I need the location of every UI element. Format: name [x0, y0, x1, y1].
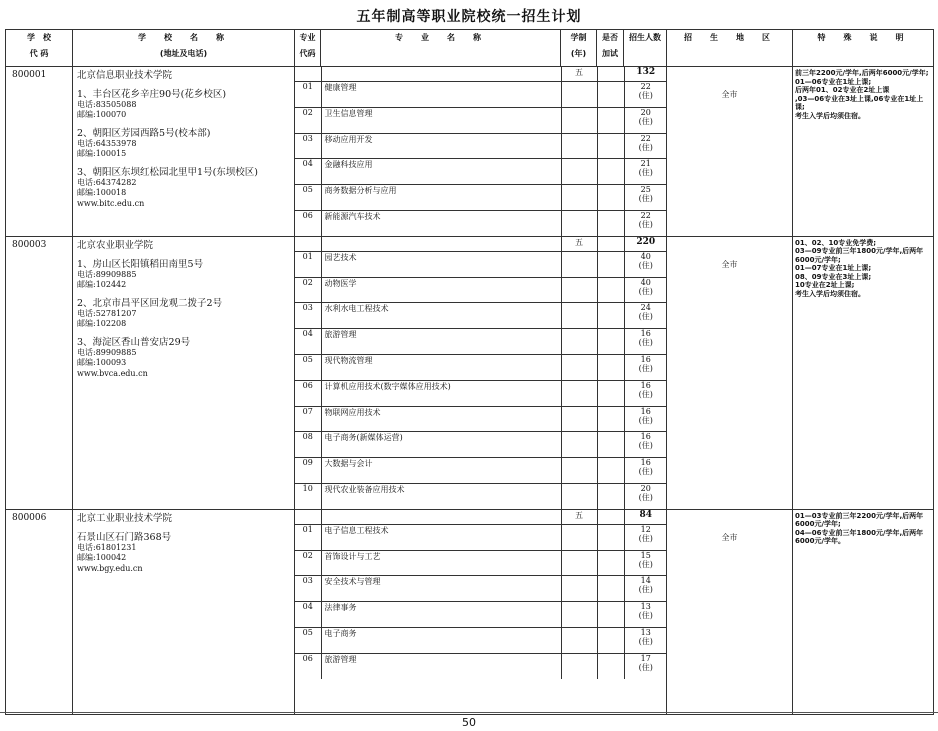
school-years: 五 [561, 67, 597, 82]
address-phone: 电话:64374282 [77, 178, 137, 187]
school-address [77, 168, 294, 198]
major-count: 40 (住) [624, 251, 667, 277]
major-name: 计算机应用技术(数字媒体应用技术) [321, 380, 561, 406]
school-row [6, 236, 934, 509]
header-major-name: 专 业 名 称 [321, 30, 561, 67]
school-row [6, 509, 934, 714]
address-line: 2、北京市昌平区回龙观二拨子2号 [77, 297, 223, 309]
major-name: 物联网应用技术 [321, 406, 561, 432]
major-code: 04 [295, 329, 321, 355]
school-notes [793, 236, 934, 509]
major-extra [597, 483, 624, 508]
major-row [295, 329, 667, 355]
summary-code [295, 67, 321, 82]
major-code: 02 [295, 550, 321, 576]
major-extra [597, 576, 624, 602]
major-name: 水利水电工程技术 [321, 303, 561, 329]
major-years [561, 483, 597, 508]
page-title: 五年制高等职业院校统一招生计划 [356, 9, 582, 25]
major-name: 安全技术与管理 [321, 576, 561, 602]
school-address [77, 533, 294, 563]
school-website[interactable]: www.bgy.edu.cn [77, 563, 143, 573]
major-years [561, 653, 597, 678]
majors-block [295, 509, 667, 714]
summary-code [295, 237, 321, 252]
major-extra [597, 133, 624, 159]
major-count: 21 (住) [624, 159, 667, 185]
major-row [295, 524, 667, 550]
major-extra [597, 185, 624, 211]
major-name: 电子商务(新媒体运营) [321, 432, 561, 458]
major-years [561, 576, 597, 602]
major-name: 法律事务 [321, 602, 561, 628]
major-years [561, 432, 597, 458]
major-years [561, 107, 597, 133]
major-count: 22 (住) [624, 133, 667, 159]
major-code: 01 [295, 524, 321, 550]
major-row [295, 406, 667, 432]
summary-name [321, 237, 561, 252]
school-extra [597, 510, 624, 525]
majors-block [295, 67, 667, 237]
school-years: 五 [561, 510, 597, 525]
note-line: 04—06专业前三年1800元/学年,后两年6000元/学年。 [795, 528, 924, 546]
major-code: 05 [295, 185, 321, 211]
address-zip: 邮编:100070 [77, 110, 127, 119]
school-notes [793, 67, 934, 237]
address-line: 石景山区石门路368号 [77, 531, 172, 543]
major-count: 12 (住) [624, 524, 667, 550]
major-row [295, 432, 667, 458]
school-code: 800001 [6, 67, 73, 237]
major-years [561, 524, 597, 550]
major-years [561, 602, 597, 628]
major-extra [597, 524, 624, 550]
school-extra [597, 67, 624, 82]
address-line: 3、海淀区香山普安店29号 [77, 336, 191, 348]
school-address [77, 90, 294, 120]
school-summary-row [295, 237, 667, 252]
major-name: 电子商务 [321, 627, 561, 653]
major-name: 金融科技应用 [321, 159, 561, 185]
major-row [295, 483, 667, 508]
major-years [561, 251, 597, 277]
major-years [561, 82, 597, 108]
school-summary-row [295, 510, 667, 525]
address-line: 1、房山区长阳镇稻田南里5号 [77, 258, 204, 270]
major-extra [597, 432, 624, 458]
note-line: 10专业在2址上课; [795, 281, 855, 290]
major-row [295, 82, 667, 108]
major-code: 03 [295, 303, 321, 329]
note-line: ,03—06专业在3址上课,06专业在1址上课; [795, 94, 924, 111]
note-line: 01、02、10专业免学费; [795, 238, 877, 247]
major-code: 05 [295, 627, 321, 653]
major-extra [597, 627, 624, 653]
address-phone: 电话:89909885 [77, 347, 137, 357]
school-region: 全市 [667, 236, 793, 509]
major-extra [597, 329, 624, 355]
address-zip: 邮编:100015 [77, 149, 127, 158]
school-address [77, 129, 294, 159]
major-extra [597, 354, 624, 380]
major-count: 16 (住) [624, 354, 667, 380]
school-notes [793, 509, 934, 714]
major-count: 20 (住) [638, 483, 653, 502]
note-line: 考生入学后均须住宿。 [795, 111, 865, 120]
major-name: 大数据与会计 [321, 458, 561, 484]
major-count: 22 (住) [624, 82, 667, 108]
header-notes: 特 殊 说 明 [793, 30, 934, 67]
major-code: 07 [295, 406, 321, 432]
major-code: 08 [295, 432, 321, 458]
major-count: 25 (住) [624, 185, 667, 211]
major-row [295, 576, 667, 602]
school-name: 北京工业职业技术学院 [77, 512, 173, 524]
school-info [73, 236, 295, 509]
address-zip: 邮编:100018 [77, 188, 127, 197]
major-name: 首饰设计与工艺 [321, 550, 561, 576]
school-total: 220 [624, 237, 667, 252]
school-total: 132 [624, 67, 667, 82]
major-count: 20 (住) [624, 107, 667, 133]
major-count: 14 (住) [624, 576, 667, 602]
note-line: 01—06专业在1址上课; [795, 77, 872, 86]
major-row [295, 185, 667, 211]
major-extra [597, 277, 624, 303]
note-line: 08、09专业在3址上课; [795, 272, 872, 281]
major-count: 17 (住) [638, 653, 653, 672]
note-line: 前三年2200元/学年,后两年6000元/学年; [795, 69, 929, 77]
summary-name [321, 67, 561, 82]
major-code: 03 [295, 576, 321, 602]
address-zip: 邮编:100042 [77, 552, 127, 562]
major-count: 16 (住) [624, 432, 667, 458]
major-count: 13 (住) [624, 627, 667, 653]
school-extra [597, 237, 624, 252]
major-row [295, 251, 667, 277]
school-code: 800003 [6, 236, 73, 509]
major-extra [597, 602, 624, 628]
major-code: 02 [295, 277, 321, 303]
school-years: 五 [561, 237, 597, 252]
major-count: 16 (住) [624, 380, 667, 406]
major-years [561, 406, 597, 432]
major-row [295, 107, 667, 133]
address-line: 3、朝阳区东坝红松园北里甲1号(东坝校区) [77, 167, 259, 178]
header-years: 学制 (年) [561, 30, 597, 67]
major-years [561, 627, 597, 653]
header-major-code: 专业 代码 [295, 30, 321, 67]
major-extra [597, 303, 624, 329]
major-extra [597, 550, 624, 576]
major-extra [597, 107, 624, 133]
school-region: 全市 [667, 67, 793, 237]
major-code: 06 [295, 210, 321, 235]
major-extra [597, 159, 624, 185]
address-zip: 邮编:102442 [77, 279, 127, 289]
address-phone: 电话:83505088 [77, 100, 137, 109]
major-count: 16 (住) [624, 458, 667, 484]
major-code: 06 [295, 653, 321, 678]
school-website[interactable]: www.bitc.edu.cn [77, 199, 145, 208]
major-extra [597, 458, 624, 484]
major-count: 16 (住) [624, 406, 667, 432]
major-extra [597, 406, 624, 432]
major-name: 健康管理 [321, 82, 561, 108]
major-row [295, 602, 667, 628]
major-row [295, 550, 667, 576]
school-address [77, 299, 294, 329]
major-row [295, 653, 667, 678]
address-line: 2、朝阳区芳园西路5号(校本部) [77, 128, 211, 139]
major-code: 09 [295, 458, 321, 484]
school-website[interactable]: www.bvca.edu.cn [77, 368, 148, 378]
header-school-code: 学 校 代 码 [6, 30, 73, 67]
major-years [561, 277, 597, 303]
majors-block [295, 236, 667, 509]
major-name: 商务数据分析与应用 [321, 185, 561, 211]
major-extra [597, 210, 624, 235]
school-region: 全市 [667, 509, 793, 714]
school-info [73, 509, 295, 714]
major-count: 40 (住) [624, 277, 667, 303]
major-extra [597, 251, 624, 277]
major-years [561, 210, 597, 235]
header-extra-test: 是否 加试 [597, 30, 624, 67]
major-code: 10 [295, 483, 321, 508]
major-code: 01 [295, 82, 321, 108]
major-years [561, 185, 597, 211]
major-row [295, 133, 667, 159]
major-extra [597, 82, 624, 108]
note-line: 01—07专业在1址上课; [795, 264, 872, 273]
school-info [73, 67, 295, 237]
major-code: 03 [295, 133, 321, 159]
major-name: 旅游管理 [321, 653, 561, 678]
address-phone: 电话:64353978 [77, 139, 137, 148]
address-zip: 邮编:100093 [77, 357, 127, 367]
major-years [561, 303, 597, 329]
summary-name [321, 510, 561, 525]
major-code: 04 [295, 159, 321, 185]
page-number: 50 [462, 716, 476, 729]
major-code: 04 [295, 602, 321, 628]
school-name: 北京农业职业学院 [77, 239, 154, 251]
footer-divider [0, 712, 938, 713]
header-school-name: 学 校 名 称 (地址及电话) [73, 30, 295, 67]
school-total: 84 [624, 510, 667, 525]
major-code: 02 [295, 107, 321, 133]
address-zip: 邮编:102208 [77, 318, 127, 328]
address-phone: 电话:89909885 [77, 269, 137, 279]
major-name: 电子信息工程技术 [321, 524, 561, 550]
major-row [295, 354, 667, 380]
major-count: 15 (住) [624, 550, 667, 576]
major-extra [597, 653, 624, 678]
major-years [561, 354, 597, 380]
major-years [561, 458, 597, 484]
school-address [77, 338, 294, 368]
major-count: 24 (住) [624, 303, 667, 329]
note-line: 后两年01、02专业在2址上课 [795, 86, 890, 94]
major-row [295, 159, 667, 185]
major-years [561, 133, 597, 159]
major-name: 移动应用开发 [321, 133, 561, 159]
address-line: 1、丰台区花乡辛庄90号(花乡校区) [77, 89, 227, 100]
address-phone: 电话:61801231 [77, 542, 137, 552]
note-line: 考生入学后均须住宿。 [795, 289, 865, 298]
major-count: 13 (住) [624, 602, 667, 628]
enrollment-table [5, 29, 934, 715]
summary-code [295, 510, 321, 525]
major-row [295, 627, 667, 653]
header-region: 招 生 地 区 [667, 30, 793, 67]
major-years [561, 550, 597, 576]
school-summary-row [295, 67, 667, 82]
major-name: 动物医学 [321, 277, 561, 303]
school-row [6, 67, 934, 237]
major-name: 现代物流管理 [321, 354, 561, 380]
major-name: 卫生信息管理 [321, 107, 561, 133]
major-code: 06 [295, 380, 321, 406]
note-line: 03—09专业前三年1800元/学年,后两年6000元/学年; [795, 247, 924, 264]
major-row [295, 210, 667, 235]
major-years [561, 329, 597, 355]
major-row [295, 458, 667, 484]
major-name: 园艺技术 [321, 251, 561, 277]
address-phone: 电话:52781207 [77, 308, 137, 318]
major-extra [597, 380, 624, 406]
major-row [295, 277, 667, 303]
major-years [561, 380, 597, 406]
school-code: 800006 [6, 509, 73, 714]
school-name: 北京信息职业技术学院 [77, 70, 173, 81]
major-row [295, 380, 667, 406]
major-code: 01 [295, 251, 321, 277]
major-count: 16 (住) [624, 329, 667, 355]
major-name: 旅游管理 [321, 329, 561, 355]
major-name: 现代农业装备应用技术 [321, 483, 561, 508]
table-header-row [6, 30, 934, 67]
header-count: 招生人数 [624, 30, 667, 67]
major-name: 新能源汽车技术 [321, 210, 561, 235]
major-row [295, 303, 667, 329]
major-years [561, 159, 597, 185]
school-address [77, 260, 294, 290]
major-code: 05 [295, 354, 321, 380]
major-count: 22 (住) [638, 210, 653, 229]
note-line: 01—03专业前三年2200元/学年,后两年6000元/学年; [795, 511, 924, 529]
